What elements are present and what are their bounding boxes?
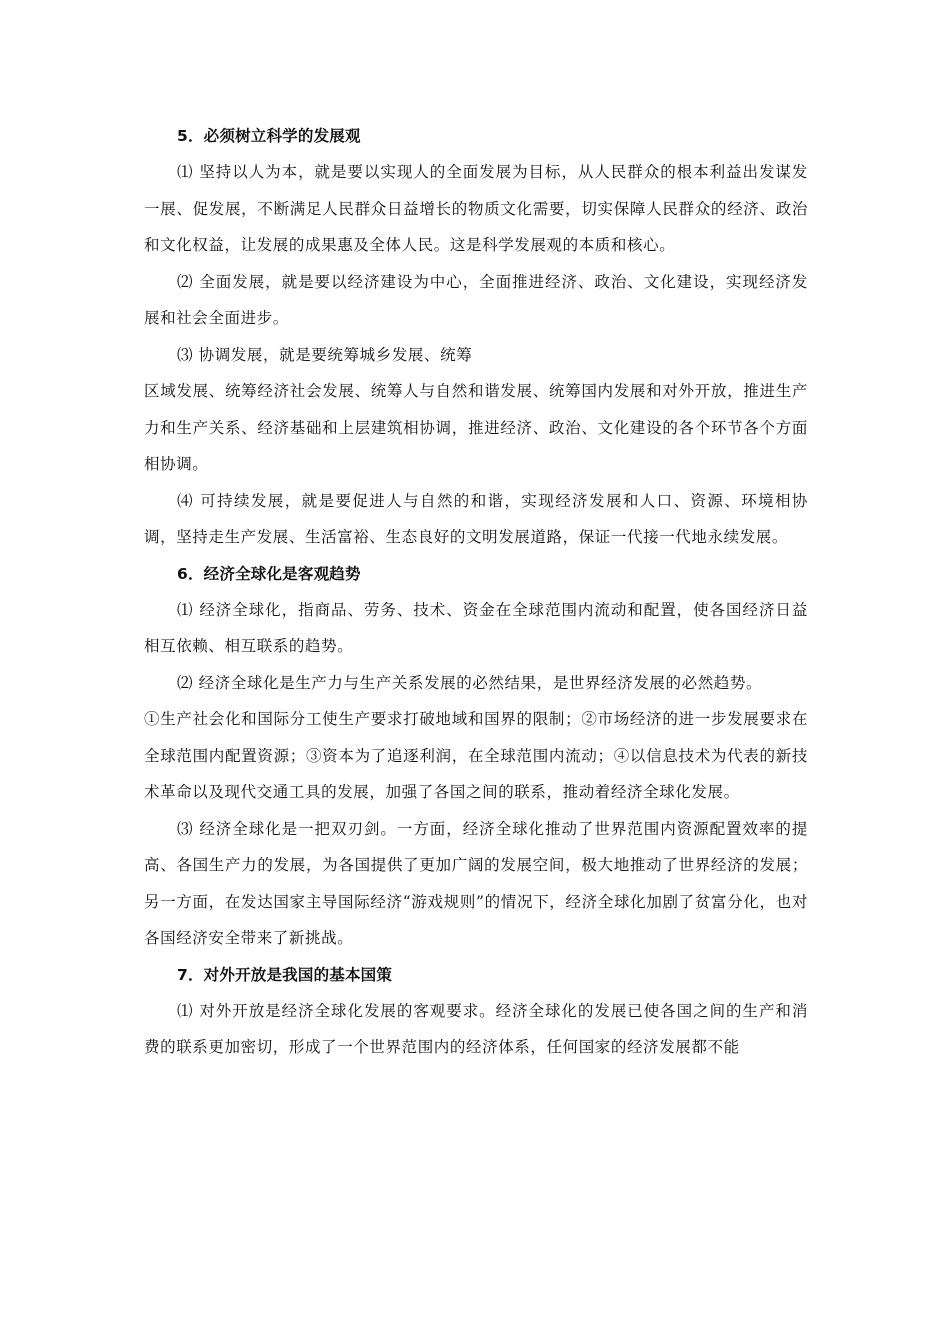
section-5-paragraph-3-start: ⑶ 协调发展，就是要统筹城乡发展、统筹 xyxy=(177,345,473,364)
section-heading-5: 5．必须树立科学的发展观 xyxy=(177,127,361,145)
section-5-paragraph-3-continued: 区域发展、统筹经济社会发展、统筹人与自然和谐发展、统筹国内发展和对外开放，推进生产力和生产关系、经济基础和上层建筑相协调，推进经济、政治、文化建设的各个环节各个方面相协调。 xyxy=(144,382,808,473)
section-5-paragraph-2: ⑵ 全面发展，就是要以经济建设为中心，全面推进经济、政治、文化建设，实现经济发展和社会全面进步。 xyxy=(144,272,808,327)
section-7-paragraph-1: ⑴ 对外开放是经济全球化发展的客观要求。经济全球化的发展已使各国之间的生产和消费的联系更加密切，形成了一个世界范围内的经济体系，任何国家的经济发展都不能 xyxy=(144,1001,808,1056)
section-6-paragraph-1: ⑴ 经济全球化，指商品、劳务、技术、资金在全球范围内流动和配置，使各国经济日益相互依赖、相互联系的趋势。 xyxy=(144,600,808,655)
section-6-paragraph-2-list: ①生产社会化和国际分工使生产要求打破地域和国界的限制；②市场经济的进一步发展要求在全球范围内配置资源；③资本为了追逐利润，在全球范围内流动；④以信息技术为代表的新技术革命以及现代交通工具的发展，加强了各国之间的联系，推动着经济全球化发展。 xyxy=(144,710,808,801)
section-heading-7: 7．对外开放是我国的基本国策 xyxy=(177,965,393,984)
document-page xyxy=(144,118,808,1066)
section-6-paragraph-3: ⑶ 经济全球化是一把双刃剑。一方面，经济全球化推动了世界范围内资源配置效率的提高、各国生产力的发展，为各国提供了更加广阔的发展空间，极大地推动了世界经济的发展；另一方面，在发达国家主导国际经济“游戏规则”的情况下，经济全球化加剧了贫富分化，也对各国经济安全带来了新挑战。 xyxy=(144,819,808,947)
section-5-paragraph-1: ⑴ 坚持以人为本，就是要以实现人的全面发展为目标，从人民群众的根本利益出发谋发一展、促发展，不断满足人民群众日益增长的物质文化需要，切实保障人民群众的经济、政治和文化权益，让发展的成果惠及全体人民。这是科学发展观的本质和核心。 xyxy=(144,163,808,254)
section-heading-6: 6．经济全球化是客观趋势 xyxy=(177,564,361,583)
section-6-paragraph-2: ⑵ 经济全球化是生产力与生产关系发展的必然结果，是世界经济发展的必然趋势。 xyxy=(177,673,763,692)
section-5-paragraph-4: ⑷ 可持续发展，就是要促进人与自然的和谐，实现经济发展和人口、资源、环境相协调，坚持走生产发展、生活富裕、生态良好的文明发展道路，保证一代接一代地永续发展。 xyxy=(144,491,808,546)
